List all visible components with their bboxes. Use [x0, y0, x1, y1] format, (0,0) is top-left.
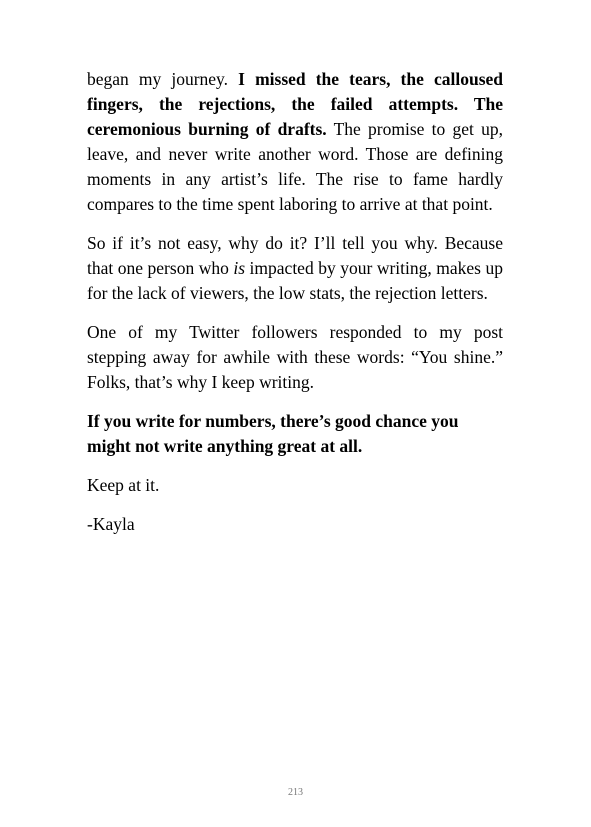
page-number: 213 — [288, 787, 303, 798]
paragraph-twitter — [87, 320, 503, 395]
bold-text-run: If you write for numbers, there’s good chance you might not write anything great at all. — [87, 411, 459, 456]
signature — [87, 512, 503, 537]
text-run: began my journey. — [87, 69, 239, 89]
text-run: So if it’s not easy, why do it? I’ll tell you why. Because that one person who — [87, 233, 503, 278]
text-run: -Kayla — [87, 514, 135, 534]
paragraph-why — [87, 231, 503, 306]
page-body — [87, 67, 503, 551]
text-run: impacted by your writing, makes up for the lack of viewers, the low stats, the rejection letters. — [87, 258, 503, 303]
italic-text-run: is — [233, 258, 246, 278]
paragraph-keep-at-it — [87, 473, 503, 498]
paragraph-numbers — [87, 409, 503, 459]
text-run: The promise to get up, leave, and never write another word. Those are defining moments in any artist’s life. The rise to fame hardly compares to the time spent laboring to arrive at that point. — [87, 119, 503, 214]
text-run: One of my Twitter followers responded to my post stepping away for awhile with these words: “You shine.” Folks, that’s why I keep writing. — [87, 322, 503, 392]
bold-text-run: I missed the tears, the calloused fingers, the rejections, the failed attempts. The ceremonious burning of drafts. — [87, 69, 504, 139]
paragraph-journey — [87, 67, 503, 217]
text-run: Keep at it. — [87, 475, 160, 495]
